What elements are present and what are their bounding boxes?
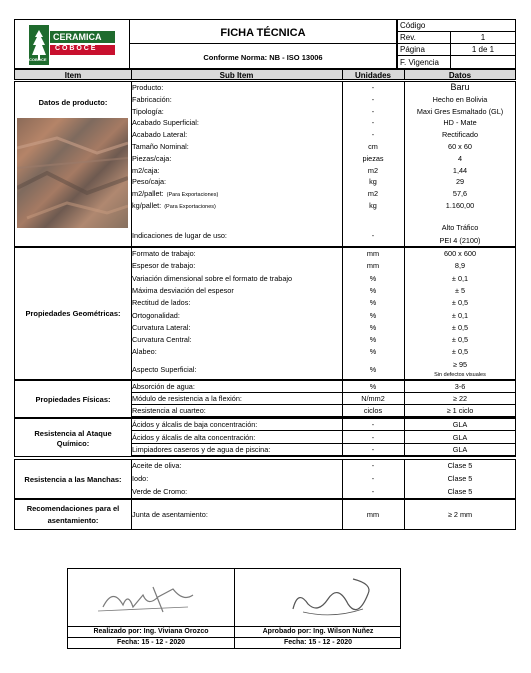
sub-item-label: Acabado Lateral: bbox=[132, 130, 188, 140]
title-box bbox=[130, 19, 397, 69]
unit-cell: - bbox=[371, 461, 375, 470]
sub-item bbox=[132, 200, 216, 213]
sub-item bbox=[132, 94, 172, 105]
sub-item-note: (Para Exportaciones) bbox=[166, 192, 219, 199]
code-label: Código bbox=[400, 21, 426, 30]
sub-item-label: Iodo: bbox=[132, 474, 149, 483]
stains-item-label: Resistencia a las Manchas: bbox=[24, 475, 122, 484]
data-cell: GLA bbox=[452, 420, 468, 429]
unit-cell: % bbox=[369, 322, 377, 332]
data-cell: HD - Mate bbox=[443, 118, 477, 128]
sub-item bbox=[132, 346, 157, 357]
col-sep-1 bbox=[131, 70, 132, 80]
settling-data: ≥ 2 mm bbox=[447, 510, 473, 519]
rev-value: 1 bbox=[480, 33, 486, 42]
sub-item-label: Máxima desviación del espesor bbox=[132, 285, 234, 295]
sub-item bbox=[132, 419, 257, 430]
logo-box bbox=[14, 19, 130, 69]
data-cell: ± 0,1 bbox=[451, 310, 469, 320]
sub-item-label: m2/pallet: bbox=[132, 189, 164, 199]
validity-row bbox=[397, 55, 516, 69]
data-cell: ± 5 bbox=[454, 285, 466, 295]
unit-cell: - bbox=[371, 130, 375, 140]
sub-item bbox=[132, 117, 199, 128]
data-cell: Baru bbox=[450, 82, 470, 92]
data-cell: ± 0,1 bbox=[451, 273, 469, 283]
use-unit: - bbox=[371, 231, 375, 240]
sub-item bbox=[132, 444, 270, 455]
sub-item-label: Variación dimensional sobre el formato de trabajo bbox=[132, 273, 293, 283]
unit-cell: - bbox=[371, 420, 375, 429]
unit-cell: - bbox=[371, 83, 375, 92]
data-cell: Clase 5 bbox=[447, 474, 473, 483]
sub-item-label: Acabado Superficial: bbox=[132, 118, 199, 128]
use-data-2: PEI 4 (2100) bbox=[439, 236, 481, 245]
page-title: FICHA TÉCNICA bbox=[220, 27, 306, 39]
data-cell: 4 bbox=[457, 153, 463, 163]
sub-item bbox=[132, 82, 163, 93]
date-made: Fecha: 15 - 12 - 2020 bbox=[116, 639, 186, 646]
data-cell: 1.160,00 bbox=[445, 201, 475, 210]
sub-item bbox=[132, 141, 189, 152]
column-header bbox=[14, 69, 516, 80]
title-divider bbox=[130, 43, 396, 44]
col-sep-2 bbox=[342, 70, 343, 80]
logo-small: COBOCE bbox=[29, 57, 47, 62]
validity-label: F. Vigencia bbox=[400, 58, 439, 67]
sub-item bbox=[132, 432, 255, 443]
unit-cell: % bbox=[369, 273, 377, 283]
made-by: Realizado por: Ing. Viviana Orozco bbox=[93, 628, 209, 635]
unit-cell: % bbox=[369, 382, 377, 391]
sub-item bbox=[132, 460, 182, 471]
rev-label: Rev. bbox=[400, 33, 416, 42]
sub-item bbox=[132, 165, 160, 176]
unit-cell: - bbox=[371, 487, 375, 496]
sub-item-label: Módulo de resistencia a la flexión: bbox=[132, 394, 242, 403]
use-sub: Indicaciones de lugar de uso: bbox=[132, 231, 227, 240]
sub-item-label: Absorción de agua: bbox=[132, 382, 195, 391]
unit-cell: mm bbox=[366, 261, 380, 271]
norm-label: Conforme Norma: NB - ISO 13006 bbox=[203, 53, 323, 62]
row-divider bbox=[131, 455, 515, 456]
sub-item-label: Alabeo: bbox=[132, 347, 157, 357]
sub-item-label: Tipología: bbox=[132, 106, 164, 116]
data-cell: 600 x 600 bbox=[443, 249, 477, 258]
sub-item-label: Rectitud de lados: bbox=[132, 298, 191, 308]
col-data: Datos bbox=[448, 71, 472, 80]
unit-cell: - bbox=[371, 106, 375, 116]
col-sep-3 bbox=[404, 70, 405, 80]
data-cell: Rectificado bbox=[441, 130, 479, 140]
geometric-item-label: Propiedades Geométricas: bbox=[25, 309, 121, 318]
sub-item bbox=[132, 176, 166, 187]
sub-item bbox=[132, 322, 190, 333]
data-cell: ± 0,5 bbox=[451, 298, 469, 308]
section-product bbox=[14, 81, 516, 247]
sub-item-label: Verde de Cromo: bbox=[132, 487, 188, 496]
sub-item-label: Fabricación: bbox=[132, 94, 172, 104]
sub-item-label: Ortogonalidad: bbox=[132, 310, 180, 320]
physical-item-label: Propiedades Físicas: bbox=[35, 395, 111, 404]
sub-item-label: Limpiadores caseros y de agua de piscina: bbox=[132, 445, 271, 454]
unit-cell: - bbox=[371, 94, 375, 104]
sub-item-label: Aceite de oliva: bbox=[132, 461, 182, 470]
data-cell: ≥ 1 ciclo bbox=[446, 406, 474, 415]
surface-data-1: ≥ 95 bbox=[452, 360, 468, 369]
sub-item bbox=[132, 129, 187, 140]
sub-item-label: Tamaño Nominal: bbox=[132, 142, 189, 151]
data-cell: ± 0,5 bbox=[451, 347, 469, 357]
sub-item-label: Piezas/caja: bbox=[132, 153, 172, 163]
sub-item bbox=[132, 334, 192, 345]
settling-sub: Junta de asentamiento: bbox=[132, 510, 208, 519]
sub-item-label: Ácidos y álcalis de alta concentración: bbox=[132, 432, 256, 442]
sub-item-label: Formato de trabajo: bbox=[132, 249, 196, 258]
tile-image bbox=[17, 118, 128, 228]
data-cell: Clase 5 bbox=[447, 487, 473, 496]
data-cell: GLA bbox=[452, 445, 468, 454]
sub-item-label: Resistencia al cuarteo: bbox=[132, 406, 206, 415]
col-units: Unidades bbox=[354, 71, 391, 80]
col-item: Item bbox=[64, 71, 82, 80]
data-cell: ≥ 22 bbox=[452, 394, 468, 403]
sub-item bbox=[132, 473, 148, 484]
validity-divider bbox=[450, 56, 451, 68]
sub-item bbox=[132, 273, 292, 284]
surface-sub: Aspecto Superficial: bbox=[132, 365, 197, 374]
data-cell: 1,44 bbox=[452, 165, 468, 175]
sub-item bbox=[132, 260, 195, 271]
unit-cell: - bbox=[371, 474, 375, 483]
sub-item bbox=[132, 393, 242, 404]
data-cell: 60 x 60 bbox=[448, 142, 472, 151]
col-sub: Sub Item bbox=[219, 71, 254, 80]
sub-item bbox=[132, 106, 164, 117]
meta-box bbox=[397, 19, 516, 69]
signature-right-icon bbox=[273, 574, 393, 624]
sub-item-label: m2/caja: bbox=[132, 165, 160, 175]
sub-item-label: Curvatura Lateral: bbox=[132, 322, 191, 332]
data-cell: ± 0,5 bbox=[451, 322, 469, 332]
chemical-item-label-2: Químico: bbox=[56, 439, 90, 448]
unit-cell: ciclos bbox=[363, 406, 383, 415]
unit-cell: cm bbox=[368, 142, 378, 151]
tile-texture-icon bbox=[17, 118, 128, 228]
surface-unit: % bbox=[369, 365, 377, 374]
unit-cell: % bbox=[369, 310, 377, 320]
sub-item bbox=[132, 405, 206, 416]
logo-brand: CERAMICA bbox=[53, 32, 102, 42]
page-label: Página bbox=[400, 45, 425, 54]
rev-row bbox=[397, 31, 516, 44]
unit-cell: mm bbox=[366, 249, 380, 258]
unit-cell: % bbox=[369, 285, 377, 295]
date-approved: Fecha: 15 - 12 - 2020 bbox=[283, 639, 353, 646]
section-chemical bbox=[14, 418, 516, 457]
sub-item-label: Curvatura Central: bbox=[132, 335, 192, 345]
sub-item-label: kg/pallet: bbox=[132, 201, 162, 210]
data-cell: Maxi Gres Esmaltado (GL) bbox=[416, 106, 504, 116]
sub-item bbox=[132, 297, 190, 308]
sub-item bbox=[132, 248, 196, 259]
surface-data-2: Sin defectos visuales bbox=[434, 372, 486, 378]
section-geometric bbox=[14, 247, 516, 380]
sub-item-label: Producto: bbox=[132, 83, 164, 92]
data-cell: 29 bbox=[455, 177, 465, 187]
chemical-item-label-1: Resistencia al Ataque bbox=[34, 429, 112, 438]
sub-item bbox=[132, 486, 187, 497]
data-cell: 57,6 bbox=[452, 189, 468, 199]
use-data-1: Alto Tráfico bbox=[441, 223, 479, 232]
data-cell: GLA bbox=[452, 432, 468, 442]
section-settling bbox=[14, 499, 516, 530]
unit-cell: % bbox=[369, 347, 377, 357]
unit-cell: kg bbox=[369, 177, 377, 187]
page-value: 1 de 1 bbox=[471, 45, 495, 54]
section-stains bbox=[14, 459, 516, 499]
sub-item-label: Espesor de trabajo: bbox=[132, 261, 196, 271]
unit-cell: % bbox=[369, 298, 377, 308]
page-row bbox=[397, 43, 516, 56]
unit-cell: m2 bbox=[367, 165, 379, 175]
sub-item bbox=[132, 285, 234, 296]
data-cell: 8,9 bbox=[454, 261, 466, 271]
unit-cell: - bbox=[371, 432, 375, 442]
sub-item bbox=[132, 381, 195, 392]
unit-cell: kg bbox=[369, 201, 377, 210]
signature-left-icon bbox=[93, 577, 213, 622]
sig-hsep-1 bbox=[68, 626, 400, 627]
settling-unit: mm bbox=[366, 510, 380, 519]
settling-item-label-1: Recomendaciones para el bbox=[26, 504, 120, 513]
unit-cell: - bbox=[371, 445, 375, 454]
sig-hsep-2 bbox=[68, 637, 400, 638]
data-cell: Hecho en Bolivia bbox=[432, 94, 488, 104]
unit-cell: N/mm2 bbox=[361, 394, 385, 403]
data-cell: ± 0,5 bbox=[451, 335, 469, 345]
logo bbox=[29, 25, 115, 65]
unit-cell: m2 bbox=[367, 189, 379, 199]
header-block bbox=[14, 19, 516, 69]
unit-cell: - bbox=[371, 118, 375, 128]
unit-cell: % bbox=[369, 335, 377, 345]
sub-item-label: Peso/caja: bbox=[132, 177, 167, 187]
sub-item bbox=[132, 153, 171, 164]
section-physical bbox=[14, 380, 516, 418]
sub-item bbox=[132, 310, 180, 321]
row-divider bbox=[131, 416, 515, 417]
data-cell: Clase 5 bbox=[447, 461, 473, 470]
code-row bbox=[397, 19, 516, 32]
unit-cell: piezas bbox=[362, 153, 384, 163]
signature-block bbox=[67, 568, 401, 649]
settling-item-label-2: asentamiento: bbox=[47, 516, 99, 525]
sub-item-label: Ácidos y álcalis de baja concentración: bbox=[132, 420, 258, 429]
sub-item-note: (Para Exportaciones) bbox=[164, 204, 216, 210]
data-cell: 3-6 bbox=[454, 382, 466, 391]
product-item-label: Datos de producto: bbox=[38, 98, 108, 107]
logo-sub: C O B O C E bbox=[55, 45, 96, 52]
approved-by: Aprobado por: Ing. Wilson Nuñez bbox=[262, 628, 374, 635]
